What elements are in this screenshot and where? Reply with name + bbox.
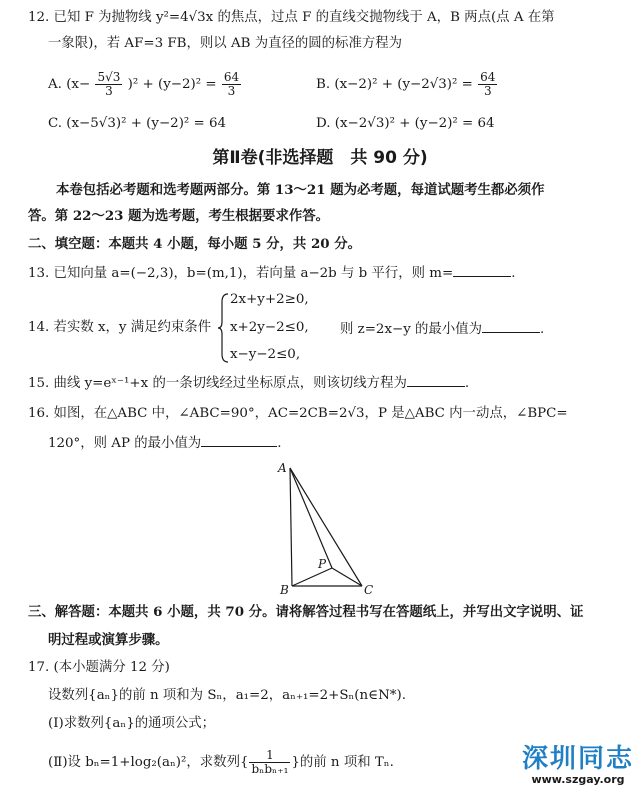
q17-line-3a: (Ⅱ)设 bₙ=1+log₂(aₙ)²，求数列{ [48,755,249,770]
label-a: A [278,461,287,475]
q14-tail-text: 则 z=2x−y 的最小值为 [340,322,482,337]
fill-heading: 二、填空题：本题共 4 小题，每小题 5 分，共 20 分。 [28,236,362,252]
q17-line-3 [48,748,394,778]
section-2-title: 第Ⅱ卷(非选择题 共 90 分) [212,148,428,168]
q12-option-d: D. (x−2√3)² + (y−2)² = 64 [316,116,495,131]
option-a-fraction: $\frac{5√3}{3}$ [97,70,121,98]
option-b-left: (x−2)² + (y−2√3)² = [334,77,473,92]
option-a-rhs: $\frac{64}{3}$ [223,70,240,98]
q15-text: 15. 曲线 y=eˣ⁻¹+x 的一条切线经过坐标原点，则该切线方程为 [28,376,407,391]
q15-answer-blank[interactable] [407,372,465,387]
label-c: C [364,583,374,597]
q12-option-c: C. (x−5√3)² + (y−2)² = 64 [48,116,227,131]
section-2-intro-1: 本卷包括必考题和选考题两部分。第 13～21 题为必考题，每道试题考生都必须作 [56,182,545,198]
q17-fraction: $\frac{1}{\text{bₙbₙ₊₁}}$ [251,748,289,776]
q16-triangle-figure [270,458,380,598]
option-a-left: (x− [66,77,91,92]
q14-brace [218,292,230,364]
q14-constraint-2: x+2y−2≤0, [230,320,309,335]
q13 [28,262,516,284]
q13-answer-blank[interactable] [453,262,511,277]
q12-option-b [316,70,498,100]
q16-line-2-text: 120°，则 AP 的最小值为 [48,436,202,451]
watermark-main: 深圳同志 [521,744,634,774]
q12-option-a [48,70,242,100]
q17-line-3b: }的前 n 项和 Tₙ. [291,755,394,770]
q13-end: . [511,266,516,281]
option-b-label: B. [316,77,331,92]
segment-pc [332,568,362,586]
q14-end: . [540,322,545,337]
q15 [28,372,469,394]
label-b: B [280,583,289,597]
q14-lead: 14. 若实数 x，y 满足约束条件 [28,320,212,335]
q12-line-1: 12. 已知 F 为抛物线 y²=4√3x 的焦点，过点 F 的直线交抛物线于 A，B 两点(点 A 在第 [28,10,555,25]
segment-ap [290,468,332,568]
section-2-intro-2: 答。第 22～23 题为选考题，考生根据要求作答。 [28,208,330,224]
option-a-label: A. [48,77,62,92]
segment-ab [290,468,292,586]
q15-end: . [464,376,470,391]
q17-title: 17. (本小题满分 12 分) [28,660,170,675]
label-p: P [318,557,327,571]
option-a-mid: )² + (y−2)² = [127,77,217,92]
q14-tail [340,318,544,340]
q13-text: 13. 已知向量 a=(−2,3)，b=(m,1)，若向量 a−2b 与 b 平行，则 m= [28,266,454,281]
watermark [522,745,634,786]
q17-line-2: (Ⅰ)求数列{aₙ}的通项公式； [48,716,216,731]
watermark-url: www.szgay.org [531,773,625,786]
solve-heading-1: 三、解答题：本题共 6 小题，共 70 分。请将解答过程书写在答题纸上，并写出文字说明、证 [28,604,584,620]
q16-answer-blank[interactable] [201,432,277,447]
q14-answer-blank[interactable] [482,318,540,333]
q17-line-1: 设数列{aₙ}的前 n 项和为 Sₙ，a₁=2，aₙ₊₁=2+Sₙ(n∈N*). [48,688,406,703]
q16-line-1: 16. 如图，在△ABC 中，∠ABC=90°，AC=2CB=2√3，P 是△ABC 内一动点，∠BPC= [28,406,568,421]
q16-end: . [277,436,282,451]
q16-line-2 [48,432,281,454]
q12-line-2: 一象限)，若 AF=3 FB，则以 AB 为直径的圆的标准方程为 [48,36,403,51]
solve-heading-2: 明过程或演算步骤。 [48,632,169,648]
q14-constraint-1: 2x+y+2≥0, [230,292,309,307]
option-b-rhs: $\frac{64}{3}$ [480,70,496,98]
q14-constraint-3: x−y−2≤0, [230,347,301,362]
